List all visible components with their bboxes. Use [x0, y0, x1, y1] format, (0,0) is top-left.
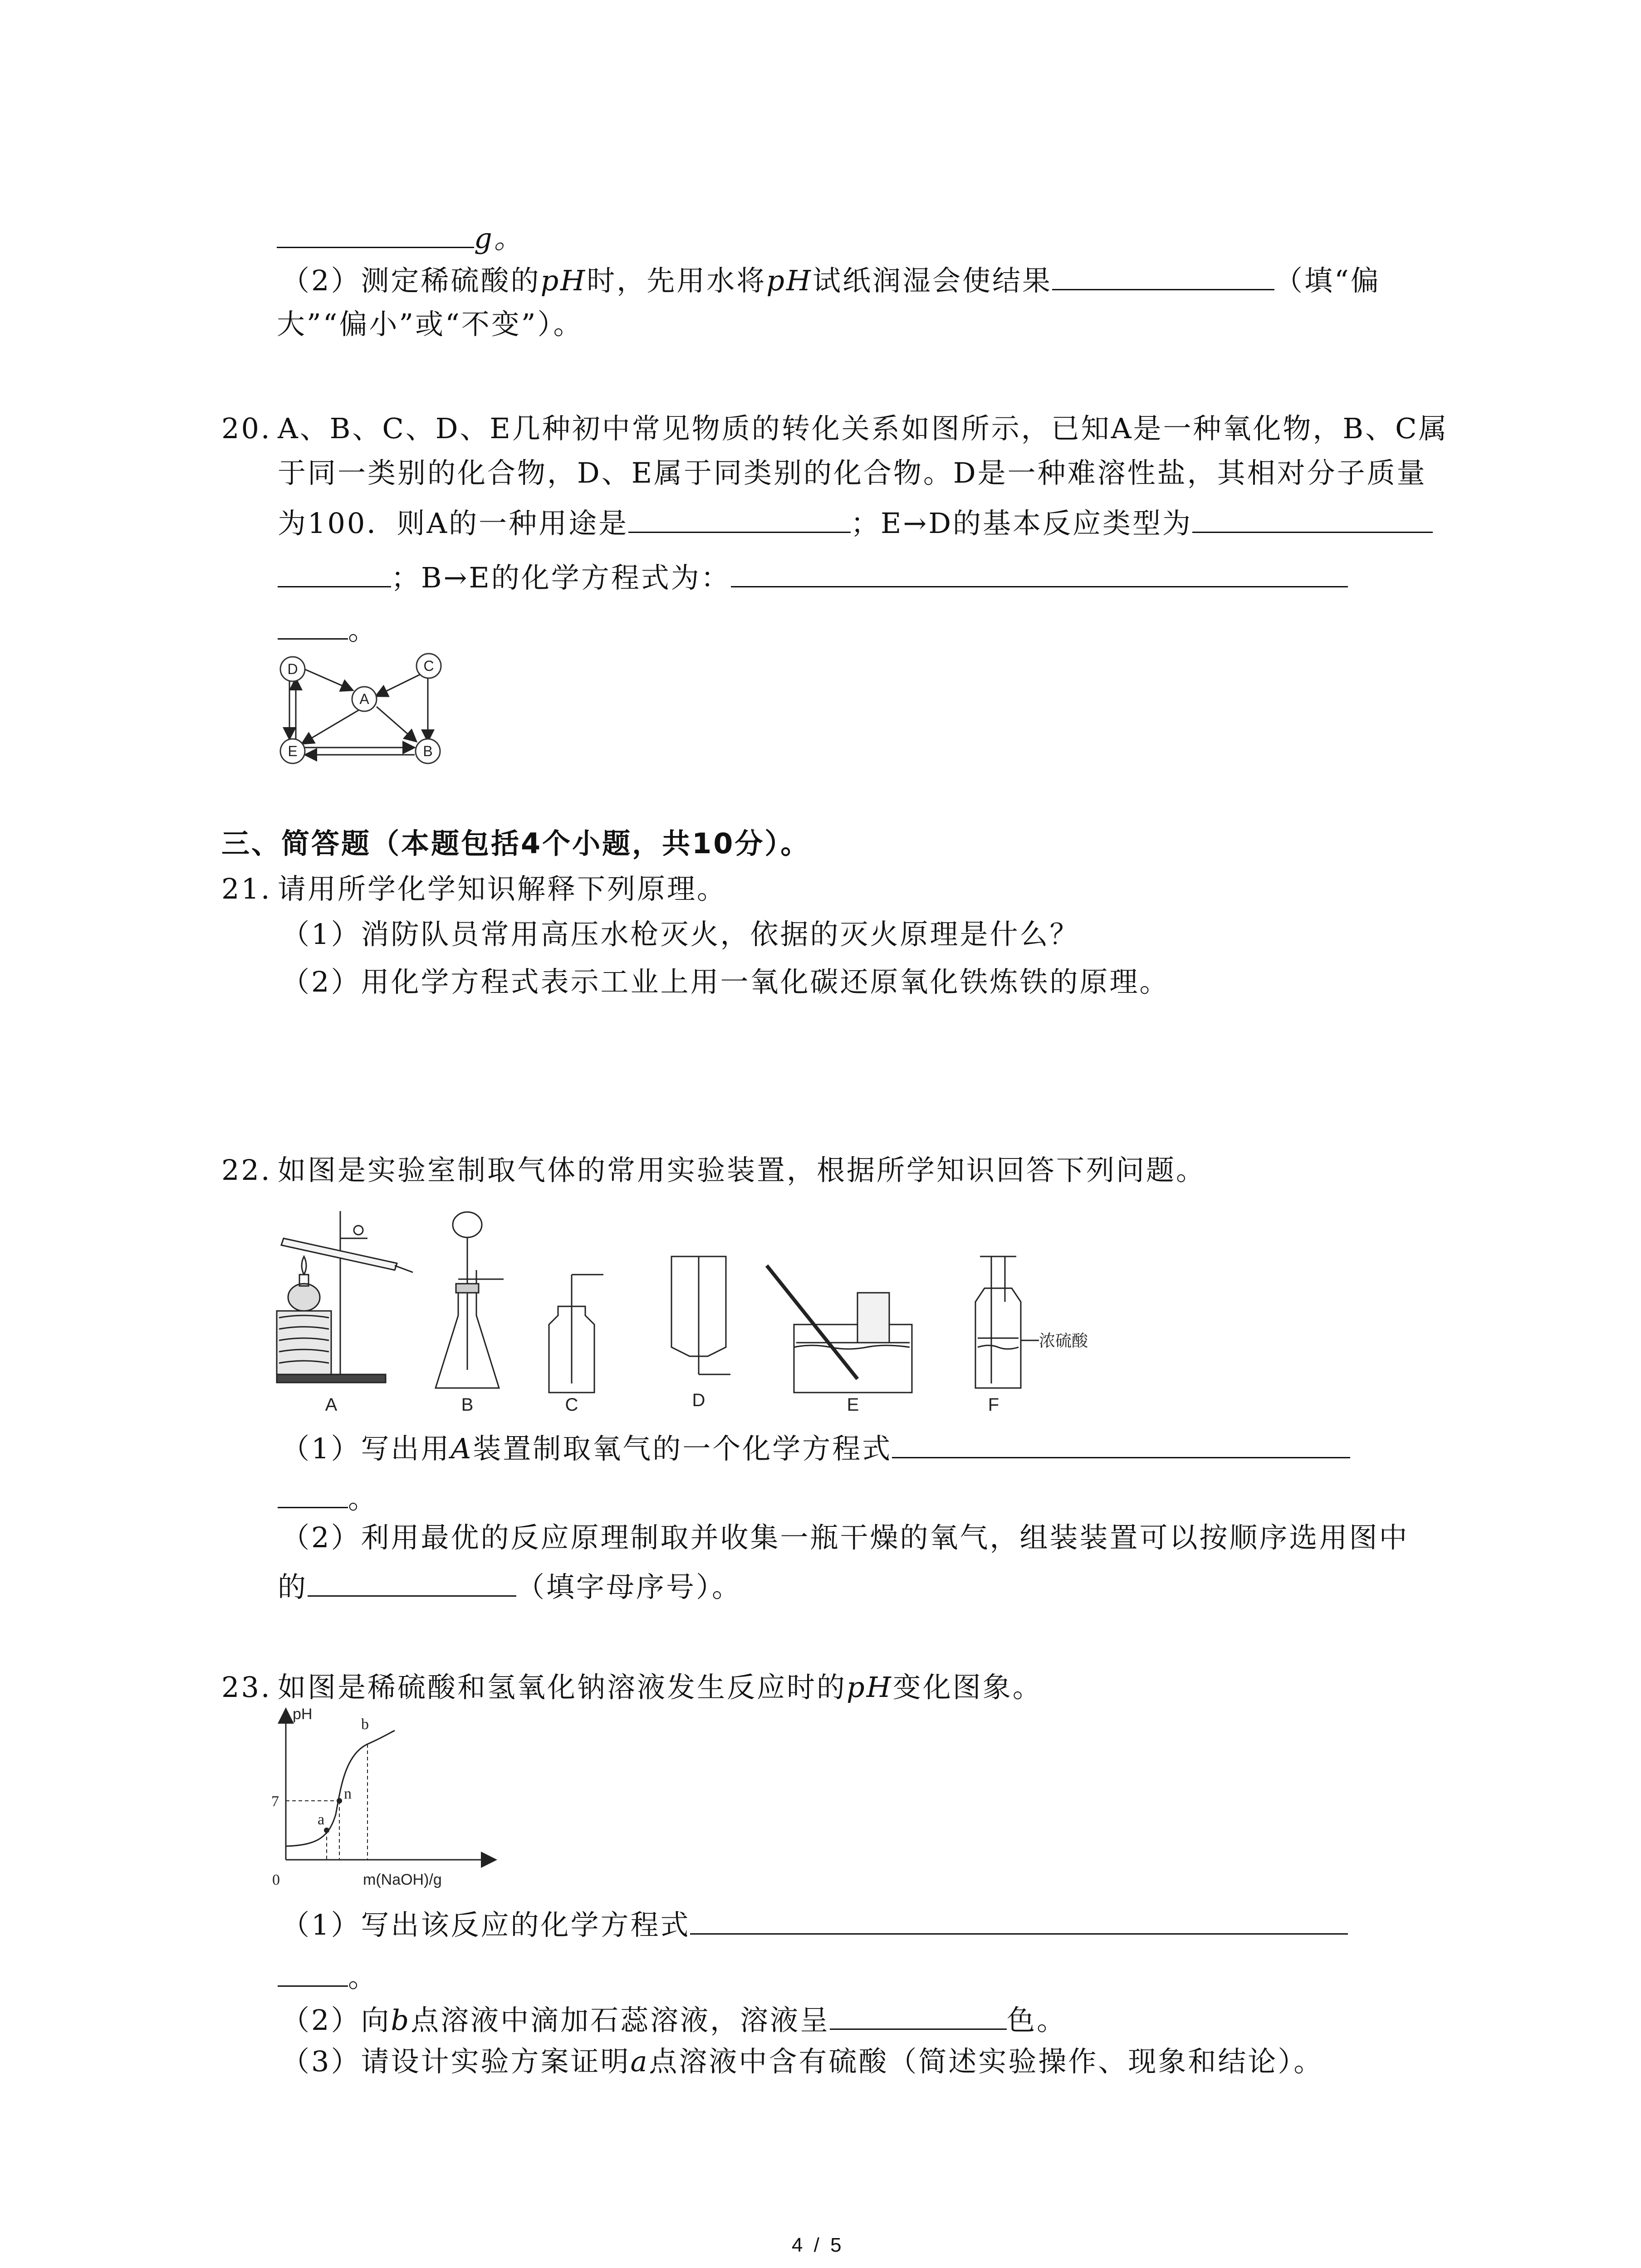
x-axis-label: m(NaOH)/g: [363, 1871, 442, 1888]
apparatus-label-e: E: [847, 1395, 859, 1415]
apparatus-c: [549, 1275, 603, 1393]
label-a: a: [318, 1811, 325, 1828]
node-d-label: D: [287, 661, 298, 677]
q21-number: 21.: [221, 872, 272, 905]
q20-number: 20.: [221, 412, 272, 445]
apparatus-label-f: F: [988, 1395, 999, 1415]
answer-blank[interactable]: [278, 1479, 348, 1508]
apparatus-label-b: B: [461, 1395, 474, 1415]
ph-curve: [286, 1730, 395, 1846]
q23-part1-end: 。: [278, 1957, 378, 1995]
q19-part2-line2: 大”“偏小”或“不变”）。: [277, 308, 583, 341]
node-b-label: B: [423, 743, 433, 759]
label-b: b: [361, 1716, 369, 1733]
answer-blank[interactable]: [277, 219, 474, 248]
q20-line4: ；B→E的化学方程式为：: [278, 558, 1348, 596]
page-number: 4 / 5: [792, 2234, 844, 2256]
q23-part2: （2）向b点溶液中滴加石蕊溶液，溶液呈 色。: [281, 2000, 1067, 2038]
ph-graph: [272, 1701, 508, 1901]
q20-line3: 为100．则A的一种用途是 ；E→D的基本反应类型为: [278, 503, 1433, 542]
node-e-label: E: [288, 743, 298, 759]
section-3-heading: 三、简答题（本题包括4个小题，共10分）。: [221, 827, 811, 860]
q20-line2: 于同一类别的化合物，D、E属于同类别的化合物。D是一种难溶性盐，其相对分子质量: [278, 456, 1427, 489]
q23-part3: （3）请设计实验方案证明a点溶液中含有硫酸（简述实验操作、现象和结论）。: [281, 2045, 1324, 2078]
answer-blank[interactable]: [690, 1905, 1348, 1935]
answer-blank[interactable]: [892, 1429, 1350, 1458]
q22-part2-line2: 的 （填字母序号）。: [278, 1567, 742, 1605]
q21-part1: （1）消防队员常用高压水枪灭火，依据的灭火原理是什么？: [281, 918, 1080, 951]
answer-blank[interactable]: [1192, 503, 1433, 533]
q23-stem: 如图是稀硫酸和氢氧化钠溶液发生反应时的pH变化图象。: [278, 1671, 1043, 1704]
node-a-label: A: [359, 691, 369, 707]
apparatus-e: [767, 1266, 912, 1393]
origin-label: 0: [272, 1872, 280, 1888]
answer-blank[interactable]: [830, 2000, 1007, 2030]
q23-number: 23.: [221, 1671, 272, 1704]
acid-label: 浓硫酸: [1039, 1331, 1088, 1350]
apparatus-label-a: A: [325, 1395, 338, 1415]
answer-blank[interactable]: [628, 503, 851, 533]
q20-line5: 。: [278, 610, 378, 648]
answer-blank[interactable]: [278, 558, 391, 587]
apparatus-f: [975, 1256, 1039, 1388]
apparatus-b: [436, 1212, 504, 1388]
answer-blank[interactable]: [278, 610, 348, 640]
q23-part1: （1）写出该反应的化学方程式: [281, 1905, 1348, 1943]
apparatus-label-c: C: [565, 1395, 578, 1415]
q19-line1: g。: [277, 219, 524, 257]
apparatus-d: [671, 1256, 730, 1374]
q22-part1: （1）写出用A装置制取氧气的一个化学方程式: [281, 1429, 1350, 1467]
q21-stem: 请用所学化学知识解释下列原理。: [278, 872, 727, 905]
label-n: n: [344, 1785, 352, 1802]
conversion-diagram: [272, 653, 463, 771]
point-n: [337, 1798, 342, 1804]
apparatus-figure: [268, 1202, 1121, 1415]
answer-blank[interactable]: [308, 1567, 516, 1597]
q22-part2-line1: （2）利用最优的反应原理制取并收集一瓶干燥的氧气，组装装置可以按顺序选用图中: [281, 1521, 1409, 1554]
apparatus-label-d: D: [692, 1390, 705, 1410]
q20-line1: A、B、C、D、E几种初中常见物质的转化关系如图所示，已知A是一种氧化物，B、C属: [278, 412, 1449, 445]
answer-blank[interactable]: [278, 1957, 348, 1987]
q19-part2-line1: （2）测定稀硫酸的pH时，先用水将pH试纸润湿会使结果 （填“偏: [281, 261, 1381, 299]
answer-blank[interactable]: [731, 558, 1348, 587]
node-c-label: C: [423, 658, 434, 674]
answer-blank[interactable]: [1052, 261, 1274, 290]
tick-7: 7: [271, 1793, 279, 1810]
y-axis-label: pH: [293, 1706, 313, 1723]
point-a: [324, 1828, 329, 1833]
q21-part2: （2）用化学方程式表示工业上用一氧化碳还原氧化铁炼铁的原理。: [281, 965, 1170, 998]
q22-number: 22.: [221, 1154, 272, 1187]
apparatus-a: [277, 1211, 413, 1383]
q22-stem: 如图是实验室制取气体的常用实验装置，根据所学知识回答下列问题。: [278, 1154, 1206, 1187]
q22-part1-end: 。: [278, 1479, 378, 1517]
